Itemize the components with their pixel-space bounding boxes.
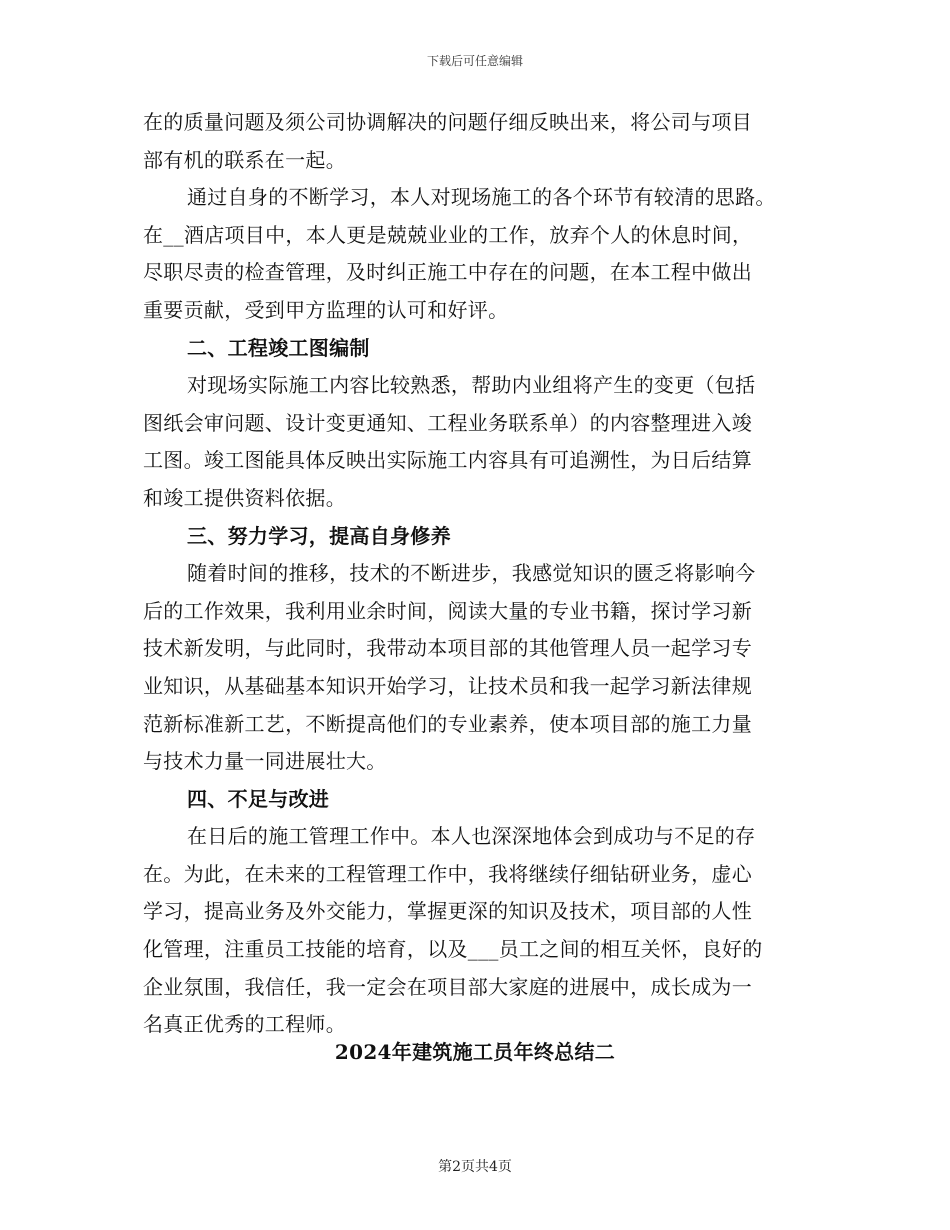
text-line: 化管理，注重员工技能的培育，以及___员工之间的相互关怀，良好的 — [143, 937, 763, 962]
text-line: 在的质量问题及须公司协调解决的问题仔细反映出来，将公司与项目 — [143, 110, 752, 134]
text-line: 名真正优秀的工程师。 — [143, 1012, 346, 1037]
text-line: 在。为此，在未来的工程管理工作中，我将继续仔细钻研业务，虚心 — [143, 861, 752, 886]
page-number: 第2页共4页 — [438, 1159, 512, 1175]
text-line: 和竣工提供资料依据。 — [143, 485, 346, 510]
section-heading: 二、工程竣工图编制 — [187, 335, 370, 360]
text-line: 部有机的联系在一起。 — [143, 147, 346, 172]
paragraph-start: 在日后的施工管理工作中。本人也深深地体会到成功与不足的存 — [187, 824, 756, 849]
section-heading: 四、不足与改进 — [187, 786, 330, 811]
text-line: 业知识，从基础基本知识开始学习，让技术员和我一起学习新法律规 — [143, 673, 752, 698]
paragraph-start: 通过自身的不断学习，本人对现场施工的各个环节有较清的思路。 — [187, 185, 776, 210]
text-line: 工图。竣工图能具体反映出实际施工内容具有可追溯性，为日后结算 — [143, 448, 752, 473]
text-line: 范新标准新工艺，不断提高他们的专业素养，使本项目部的施工力量 — [143, 711, 752, 736]
text-line: 企业氛围，我信任，我一定会在项目部大家庭的进展中，成长成为一 — [143, 974, 752, 999]
text-line: 在__酒店项目中，本人更是兢兢业业的工作，放弃个人的休息时间， — [143, 222, 753, 247]
header-note: 下载后可任意编辑 — [426, 54, 523, 68]
text-line: 学习，提高业务及外交能力，掌握更深的知识及技术，项目部的人性 — [143, 899, 752, 924]
text-line: 技术新发明，与此同时，我带动本项目部的其他管理人员一起学习专 — [143, 636, 752, 661]
text-line: 重要贡献，受到甲方监理的认可和好评。 — [143, 297, 509, 322]
text-line: 后的工作效果，我利用业余时间，阅读大量的专业书籍，探讨学习新 — [143, 598, 752, 623]
section-heading: 三、努力学习，提高自身修养 — [187, 523, 451, 548]
text-line: 与技术力量一同进展壮大。 — [143, 749, 387, 774]
text-line: 尽职尽责的检查管理，及时纠正施工中存在的问题，在本工程中做出 — [143, 260, 752, 285]
paragraph-start: 对现场实际施工内容比较熟悉，帮助内业组将产生的变更（包括 — [187, 373, 756, 398]
body-text — [143, 104, 813, 1044]
document-title: 2024年建筑施工员年终总结二 — [334, 1040, 616, 1064]
text-line: 图纸会审问题、设计变更通知、工程业务联系单）的内容整理进入竣 — [143, 410, 752, 435]
paragraph-start: 随着时间的推移，技术的不断进步，我感觉知识的匮乏将影响今 — [187, 561, 756, 586]
